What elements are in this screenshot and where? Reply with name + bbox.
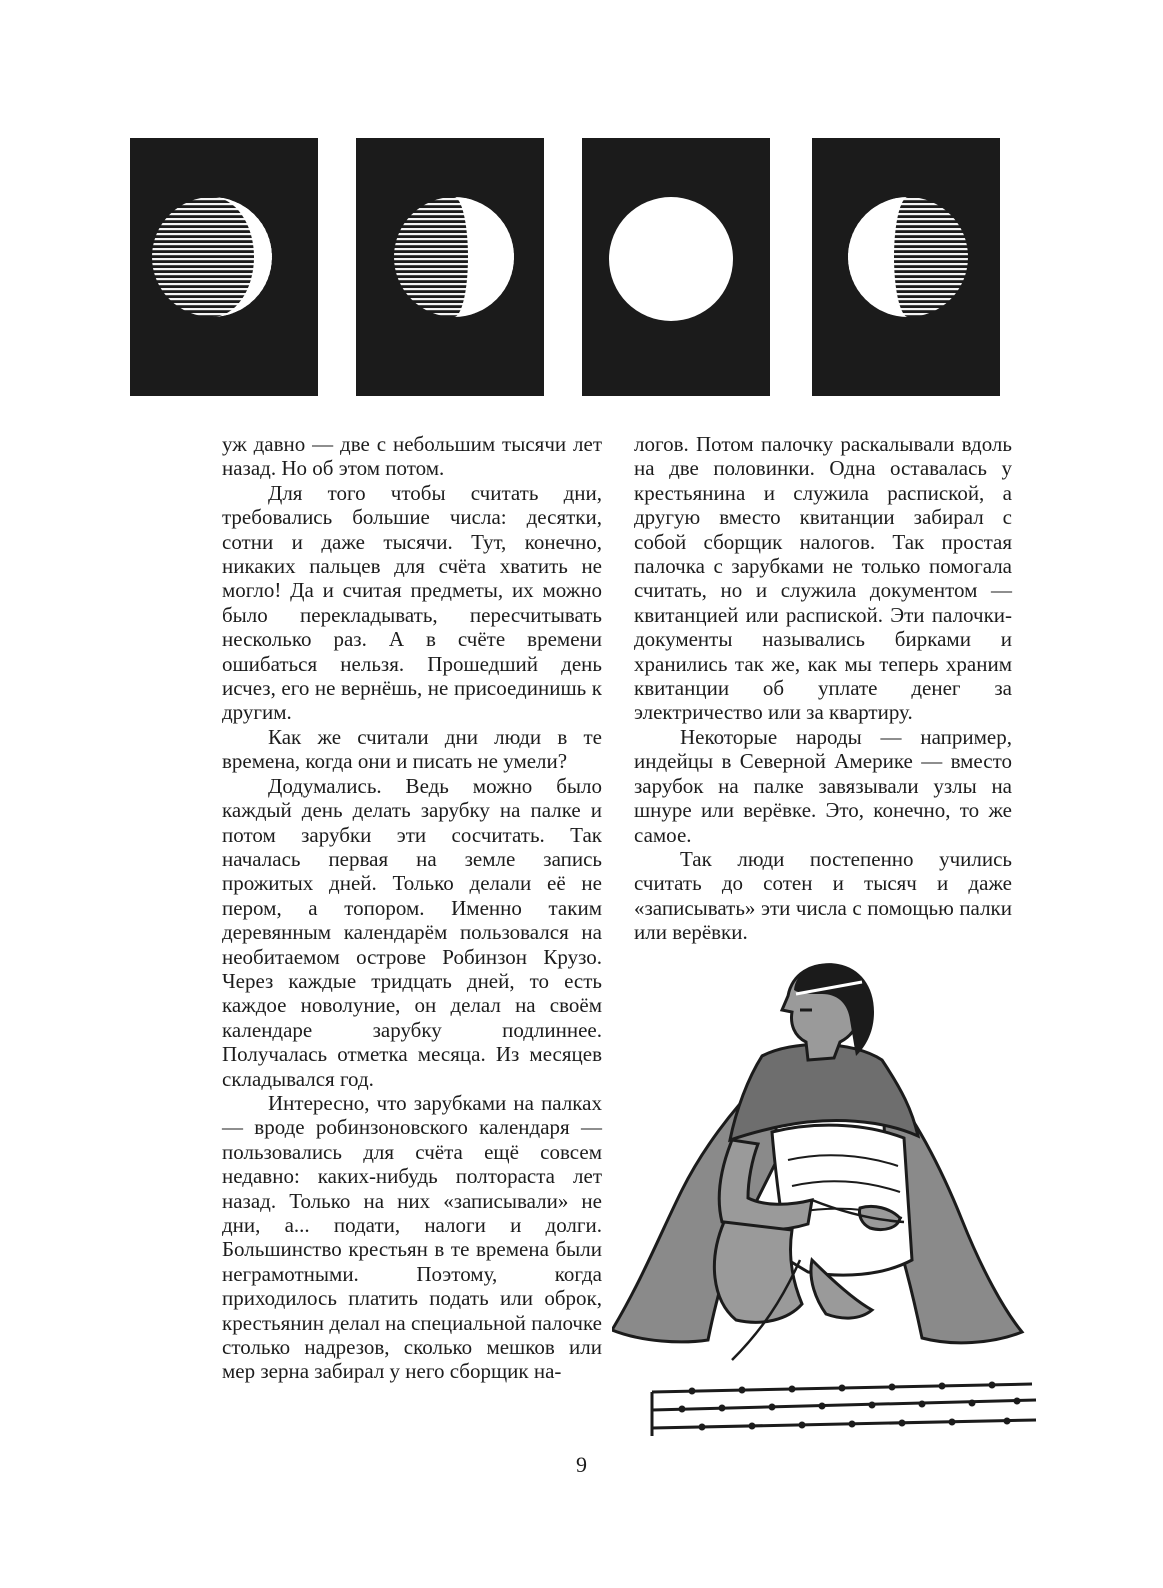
kneeling-man-with-knotted-cord-illustration xyxy=(612,960,1060,1448)
paragraph: Додумались. Ведь можно было каждый день делать зарубку на палке и потом зарубки эти сосчитать. Так началась первая на земле запись прожитых дней. Только делали её не пером, а топором. Именно таким деревянным календарём пользовался на необитаемом острове Робинзон Крузо. Через каждые тридцать дней, то есть каждое новолуние, он делал на своём календаре зарубку подлиннее. Получалась отметка месяца. Из месяцев складывался год. xyxy=(222,773,602,1091)
page-number: 9 xyxy=(576,1452,587,1477)
moon-panel-first-quarter xyxy=(356,138,544,396)
text-column-left xyxy=(222,432,602,1384)
moon-panel-waxing-crescent xyxy=(130,138,318,396)
text-column-right xyxy=(634,432,1012,945)
paragraph: Так люди постепенно учились считать до сотен и тысяч и даже «записывать» эти числа с помощью палки или верёвки. xyxy=(634,846,1012,945)
paragraph: уж давно — две с небольшим тысячи лет назад. Но об этом потом. xyxy=(222,432,602,481)
paragraph: Интересно, что зарубками на палках — вроде робинзоновского календаря — пользовались для счёта ещё совсем недавно: каких-нибудь полтораста лет назад. Только на них «записывали» не дни, а... подати, налоги и долги. Большинство крестьян в те времена были неграмотными. Поэтому, когда приходилось платить подать или оброк, крестьянин делал на специальной палочке столько надрезов, сколько мешков или мер зерна забирал у него сборщик на- xyxy=(222,1090,602,1384)
moon-phases-illustration xyxy=(130,138,1000,396)
paragraph: Для того чтобы считать дни, требовались большие числа: десятки, сотни и даже тысячи. Тут, конечно, никаких пальцев для счёта хватить не могло! Да и считая предметы, их можно было перекладывать, пересчитывать несколько раз. А в счёте времени ошибаться нельзя. Прошедший день исчез, его не вернёшь, не присоединишь к другим. xyxy=(222,480,602,725)
full-moon-icon xyxy=(582,138,770,396)
waxing-crescent-moon-icon xyxy=(130,138,318,396)
moon-panel-full-moon xyxy=(582,138,770,396)
paragraph: Некоторые народы — например, индейцы в Северной Америке — вместо зарубок на палке завязывали узлы на шнуре или верёвке. Это, конечно, то же самое. xyxy=(634,724,1012,847)
paragraph: Как же считали дни люди в те времена, когда они и писать не умели? xyxy=(222,724,602,774)
first-quarter-moon-icon xyxy=(356,138,544,396)
moon-panel-last-quarter xyxy=(812,138,1000,396)
paragraph: логов. Потом палочку раскалывали вдоль на две половинки. Одна оставалась у крестьянина и служила распиской, а другую вместо квитанции забирал с собой сборщик налогов. Так простая палочка с зарубками не только помогала считать, но и служила документом — квитанцией или распиской. Эти палочки-документы назывались бирками и хранились так же, как мы теперь храним квитанции об уплате денег за электричество или за квартиру. xyxy=(634,432,1012,725)
last-quarter-moon-icon xyxy=(812,138,1000,396)
